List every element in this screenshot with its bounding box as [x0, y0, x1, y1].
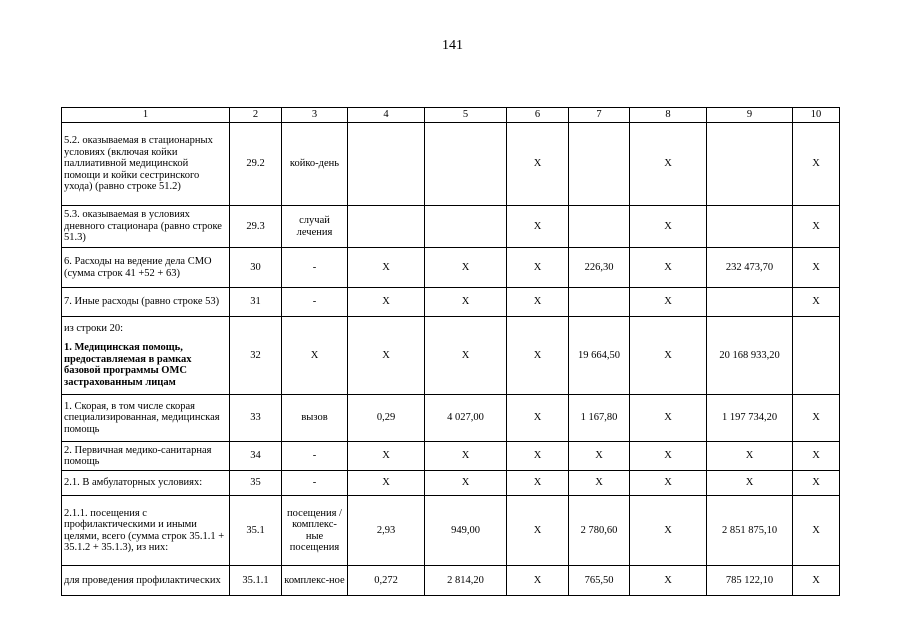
- table-row: [62, 395, 840, 442]
- table-cell: X: [507, 471, 569, 496]
- table-cell: койко-день: [282, 123, 348, 206]
- column-header: 10: [793, 108, 840, 123]
- table-cell: X: [707, 471, 793, 496]
- table-cell: -: [282, 442, 348, 471]
- table-cell: 35.1: [230, 496, 282, 566]
- table-row: [62, 248, 840, 288]
- table-cell: X: [630, 566, 707, 596]
- table-cell: [569, 123, 630, 206]
- table-cell: 226,30: [569, 248, 630, 288]
- table-cell: X: [507, 317, 569, 395]
- table-cell: X: [793, 248, 840, 288]
- table-cell: 4 027,00: [425, 395, 507, 442]
- column-header: 8: [630, 108, 707, 123]
- table-cell: X: [630, 395, 707, 442]
- table-cell: X: [793, 123, 840, 206]
- section-intro: из строки 20:: [64, 322, 124, 334]
- table-cell: X: [507, 123, 569, 206]
- table-cell: случай лечения: [282, 206, 348, 248]
- table-cell: X: [507, 496, 569, 566]
- table-cell: 35: [230, 471, 282, 496]
- table-cell: X: [507, 248, 569, 288]
- table-cell: 2.1. В амбулаторных условиях:: [62, 471, 230, 496]
- column-header: 1: [62, 108, 230, 123]
- page-number: 141: [442, 38, 463, 53]
- table-cell: -: [282, 471, 348, 496]
- table-cell: X: [425, 288, 507, 317]
- table-cell: посещения / комплекс-ные посещения: [282, 496, 348, 566]
- column-header: 9: [707, 108, 793, 123]
- table-row: [62, 123, 840, 206]
- table-cell: 1 167,80: [569, 395, 630, 442]
- table-cell: 31: [230, 288, 282, 317]
- table-cell: X: [569, 442, 630, 471]
- table-cell: X: [793, 471, 840, 496]
- table-cell: X: [630, 317, 707, 395]
- table-cell: 765,50: [569, 566, 630, 596]
- table-cell: [569, 206, 630, 248]
- table-cell: X: [348, 471, 425, 496]
- table-cell: 29.3: [230, 206, 282, 248]
- table-cell: для проведения профилактических: [62, 566, 230, 596]
- column-header: 5: [425, 108, 507, 123]
- table-cell: X: [630, 471, 707, 496]
- table-cell: [348, 123, 425, 206]
- table-cell: -: [282, 288, 348, 317]
- table-cell: 2 814,20: [425, 566, 507, 596]
- table-cell: 2. Первичная медико-санитарная помощь: [62, 442, 230, 471]
- table-cell: [793, 317, 840, 395]
- table-row-section: [62, 317, 840, 395]
- table-cell: 785 122,10: [707, 566, 793, 596]
- table-cell: [425, 206, 507, 248]
- table-cell: 949,00: [425, 496, 507, 566]
- table-cell: [569, 288, 630, 317]
- table-row: [62, 496, 840, 566]
- table-row: [62, 471, 840, 496]
- table-cell: X: [793, 442, 840, 471]
- table-cell: X: [348, 442, 425, 471]
- table-cell: 5.3. оказываемая в условиях дневного стационара (равно строке 51.3): [62, 206, 230, 248]
- table-cell: X: [793, 288, 840, 317]
- table-cell: 19 664,50: [569, 317, 630, 395]
- column-header: 2: [230, 108, 282, 123]
- table-cell: 20 168 933,20: [707, 317, 793, 395]
- section-cell: [62, 317, 230, 395]
- table-cell: 6. Расходы на ведение дела СМО (сумма строк 41 +52 + 63): [62, 248, 230, 288]
- table-cell: X: [507, 288, 569, 317]
- table-cell: 30: [230, 248, 282, 288]
- table-cell: X: [793, 566, 840, 596]
- table-cell: [707, 288, 793, 317]
- column-header: 6: [507, 108, 569, 123]
- table-cell: [348, 206, 425, 248]
- table-cell: вызов: [282, 395, 348, 442]
- table-cell: X: [507, 566, 569, 596]
- table-row: [62, 206, 840, 248]
- table-cell: 5.2. оказываемая в стационарных условиях (включая койки паллиативной медицинской помощи и койки сестринского ухода) (равно строке 51.2): [62, 123, 230, 206]
- table-cell: X: [425, 317, 507, 395]
- table-cell: 2.1.1. посещения с профилактическими и иными целями, всего (сумма строк 35.1.1 + 35.1.2 + 35.1.3), из них:: [62, 496, 230, 566]
- table-cell: X: [630, 123, 707, 206]
- header-row: [62, 108, 840, 123]
- table-cell: X: [630, 288, 707, 317]
- table-cell: X: [425, 471, 507, 496]
- table-cell: X: [630, 206, 707, 248]
- table-cell: 29.2: [230, 123, 282, 206]
- table-cell: 0,272: [348, 566, 425, 596]
- table-cell: [707, 206, 793, 248]
- table-cell: 35.1.1: [230, 566, 282, 596]
- table-cell: X: [793, 206, 840, 248]
- table-cell: X: [793, 395, 840, 442]
- table-cell: 7. Иные расходы (равно строке 53): [62, 288, 230, 317]
- section-title: 1. Медицинская помощь, предоставляемая в рамках базовой программы ОМС застрахованным лицам: [64, 342, 192, 388]
- table-cell: X: [348, 317, 425, 395]
- table-cell: X: [348, 288, 425, 317]
- table-cell: 1 197 734,20: [707, 395, 793, 442]
- table-row: [62, 288, 840, 317]
- table-cell: X: [630, 248, 707, 288]
- table-cell: X: [425, 248, 507, 288]
- table-cell: X: [507, 442, 569, 471]
- table-cell: 1. Скорая, в том числе скорая специализированная, медицинская помощь: [62, 395, 230, 442]
- table-row: [62, 566, 840, 596]
- table-cell: 2,93: [348, 496, 425, 566]
- table-cell: 232 473,70: [707, 248, 793, 288]
- table-cell: 2 851 875,10: [707, 496, 793, 566]
- column-header: 3: [282, 108, 348, 123]
- table-cell: комплекс-ное: [282, 566, 348, 596]
- table-cell: X: [425, 442, 507, 471]
- table-cell: X: [569, 471, 630, 496]
- table-cell: -: [282, 248, 348, 288]
- data-table: [61, 107, 840, 596]
- table-cell: 32: [230, 317, 282, 395]
- table-cell: X: [630, 442, 707, 471]
- table-cell: X: [282, 317, 348, 395]
- table-cell: 34: [230, 442, 282, 471]
- table-cell: X: [507, 395, 569, 442]
- table-cell: X: [348, 248, 425, 288]
- table-cell: 0,29: [348, 395, 425, 442]
- table-cell: 33: [230, 395, 282, 442]
- table-cell: X: [507, 206, 569, 248]
- table-cell: X: [707, 442, 793, 471]
- table-row: [62, 442, 840, 471]
- table-cell: [425, 123, 507, 206]
- table-cell: [707, 123, 793, 206]
- table-cell: X: [630, 496, 707, 566]
- column-header: 7: [569, 108, 630, 123]
- table-cell: 2 780,60: [569, 496, 630, 566]
- column-header: 4: [348, 108, 425, 123]
- table-cell: X: [793, 496, 840, 566]
